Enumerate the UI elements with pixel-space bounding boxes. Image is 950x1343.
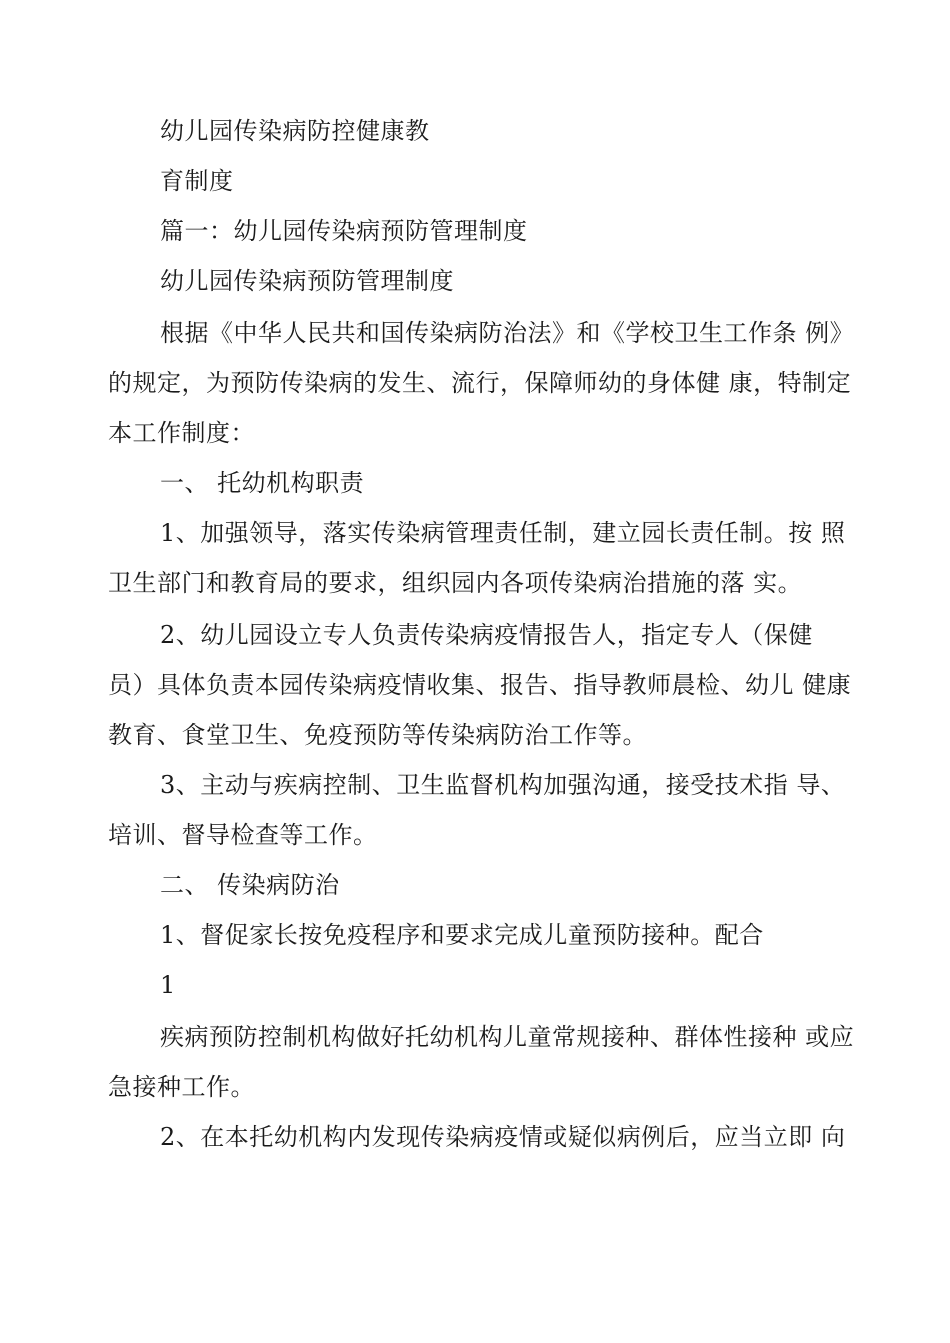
intro-paragraph-line: 本工作制度： xyxy=(108,419,255,447)
section-1-item-1-line: 1、加强领导，落实传染病管理责任制，建立园长责任制。按 照 xyxy=(160,519,846,547)
section-2-item-1-continued-line: 急接种工作。 xyxy=(108,1073,255,1101)
section-2-item-1-line: 1、督促家长按免疫程序和要求完成儿童预防接种。配合 xyxy=(160,921,764,949)
intro-paragraph-line: 的规定，为预防传染病的发生、流行，保障师幼的身体健 康，特制定 xyxy=(108,369,852,397)
section-1-item-2-line: 教育、食堂卫生、免疫预防等传染病防治工作等。 xyxy=(108,721,647,749)
section-1-item-2-line: 员）具体负责本园传染病疫情收集、报告、指导教师晨检、幼儿 健康 xyxy=(108,671,852,699)
section-1-item-1-line: 卫生部门和教育局的要求，组织园内各项传染病治措施的落 实。 xyxy=(108,569,803,597)
section-1-item-2-line: 2、幼儿园设立专人负责传染病疫情报告人，指定专人（保健 xyxy=(160,621,813,649)
chapter-heading: 篇一：幼儿园传染病预防管理制度 xyxy=(160,217,528,245)
section-2-item-2-line: 2、在本托幼机构内发现传染病疫情或疑似病例后，应当立即 向 xyxy=(160,1123,846,1151)
section-1-item-3-line: 3、主动与疾病控制、卫生监督机构加强沟通，接受技术指 导、 xyxy=(160,771,846,799)
section-2-item-1-continued-line: 疾病预防控制机构做好托幼机构儿童常规接种、群体性接种 或应 xyxy=(160,1023,855,1051)
document-title-line-1: 幼儿园传染病防控健康教 xyxy=(160,117,430,145)
sub-heading: 幼儿园传染病预防管理制度 xyxy=(160,267,454,295)
section-2-heading: 二、 传染病防治 xyxy=(160,871,340,899)
page-number: 1 xyxy=(160,971,176,999)
section-1-heading: 一、 托幼机构职责 xyxy=(160,469,365,497)
document-title-line-2: 育制度 xyxy=(160,167,234,195)
intro-paragraph-line: 根据《中华人民共和国传染病防治法》和《学校卫生工作条 例》 xyxy=(160,319,855,347)
section-1-item-3-line: 培训、督导检查等工作。 xyxy=(108,821,378,849)
